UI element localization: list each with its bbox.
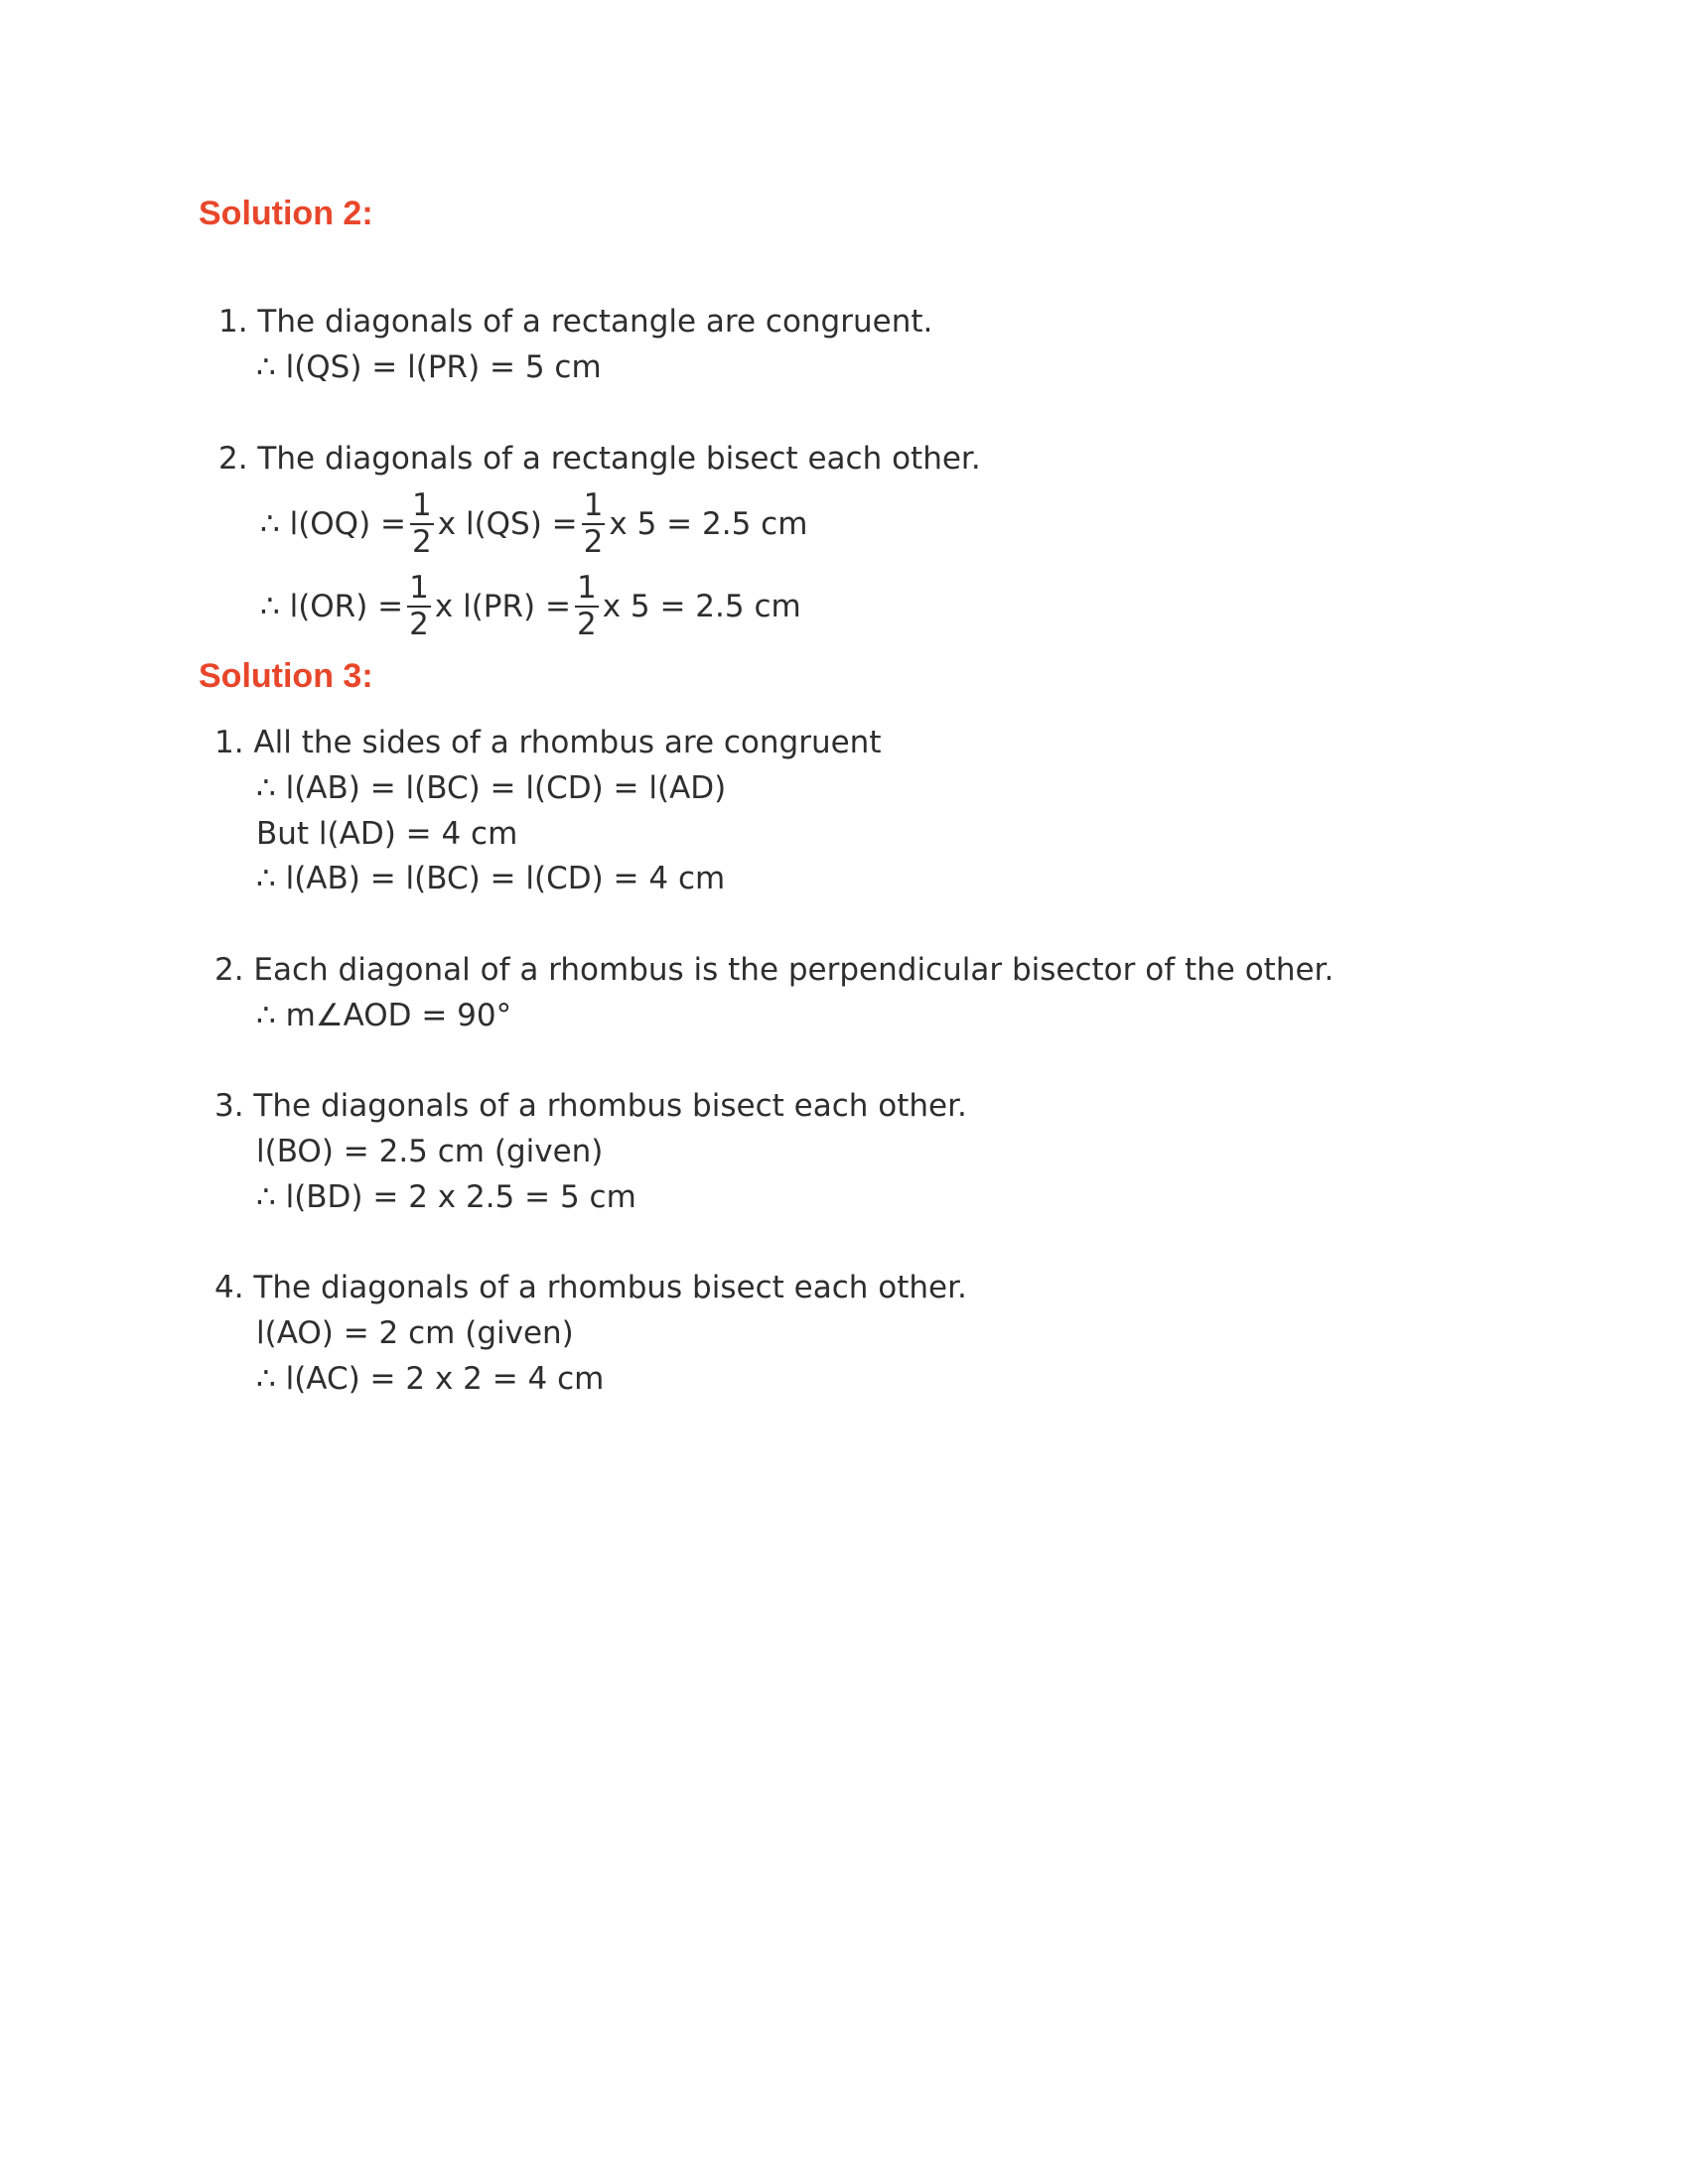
fraction-one-half [410, 487, 434, 560]
solution-2-item-2-equation-2 [260, 567, 801, 646]
equation-middle: x l(PR) = [434, 589, 571, 624]
solution-3-item-1-statement: 1. All the sides of a rhombus are congruent [214, 725, 882, 760]
fraction-numerator: 1 [583, 487, 604, 523]
solution-3-heading: Solution 3: [199, 657, 373, 695]
solution-3-item-1-line-2: But l(AD) = 4 cm [256, 816, 518, 852]
solution-3-item-4-line-1: l(AO) = 2 cm (given) [256, 1315, 574, 1351]
solution-3-item-2-line-1: ∴ m∠AOD = 90° [256, 998, 512, 1033]
fraction-denominator: 2 [583, 524, 604, 560]
solution-3-item-3-line-1: l(BO) = 2.5 cm (given) [256, 1134, 604, 1169]
solution-2-item-1-statement: 1. The diagonals of a rectangle are congruent. [218, 304, 933, 340]
fraction-numerator: 1 [412, 487, 432, 523]
fraction-one-half [407, 570, 431, 642]
fraction-denominator: 2 [409, 607, 429, 642]
solution-2-item-2-statement: 2. The diagonals of a rectangle bisect each other. [218, 441, 981, 477]
solution-2-item-2-equation-1 [260, 484, 807, 564]
fraction-one-half [582, 487, 606, 560]
solution-2-item-1-line-1: ∴ l(QS) = l(PR) = 5 cm [256, 349, 602, 385]
solution-3-item-1-line-3: ∴ l(AB) = l(BC) = l(CD) = 4 cm [256, 861, 726, 896]
fraction-denominator: 2 [576, 607, 597, 642]
equation-prefix: ∴ l(OQ) = [260, 506, 407, 542]
equation-suffix: x 5 = 2.5 cm [609, 506, 808, 542]
equation-suffix: x 5 = 2.5 cm [602, 589, 801, 624]
solution-3-item-3-line-2: ∴ l(BD) = 2 x 2.5 = 5 cm [256, 1179, 636, 1215]
equation-prefix: ∴ l(OR) = [260, 589, 404, 624]
solution-2-heading: Solution 2: [199, 195, 373, 232]
solution-3-item-4-line-2: ∴ l(AC) = 2 x 2 = 4 cm [256, 1361, 605, 1397]
solution-3-item-1-line-1: ∴ l(AB) = l(BC) = l(CD) = l(AD) [256, 770, 727, 806]
solution-3-item-2-statement: 2. Each diagonal of a rhombus is the perpendicular bisector of the other. [214, 952, 1335, 988]
fraction-denominator: 2 [412, 524, 432, 560]
fraction-numerator: 1 [409, 570, 429, 606]
equation-middle: x l(QS) = [437, 506, 578, 542]
solution-3-item-3-statement: 3. The diagonals of a rhombus bisect each other. [214, 1088, 967, 1124]
fraction-one-half [575, 570, 599, 642]
fraction-numerator: 1 [576, 570, 597, 606]
solution-3-item-4-statement: 4. The diagonals of a rhombus bisect each other. [214, 1270, 967, 1305]
